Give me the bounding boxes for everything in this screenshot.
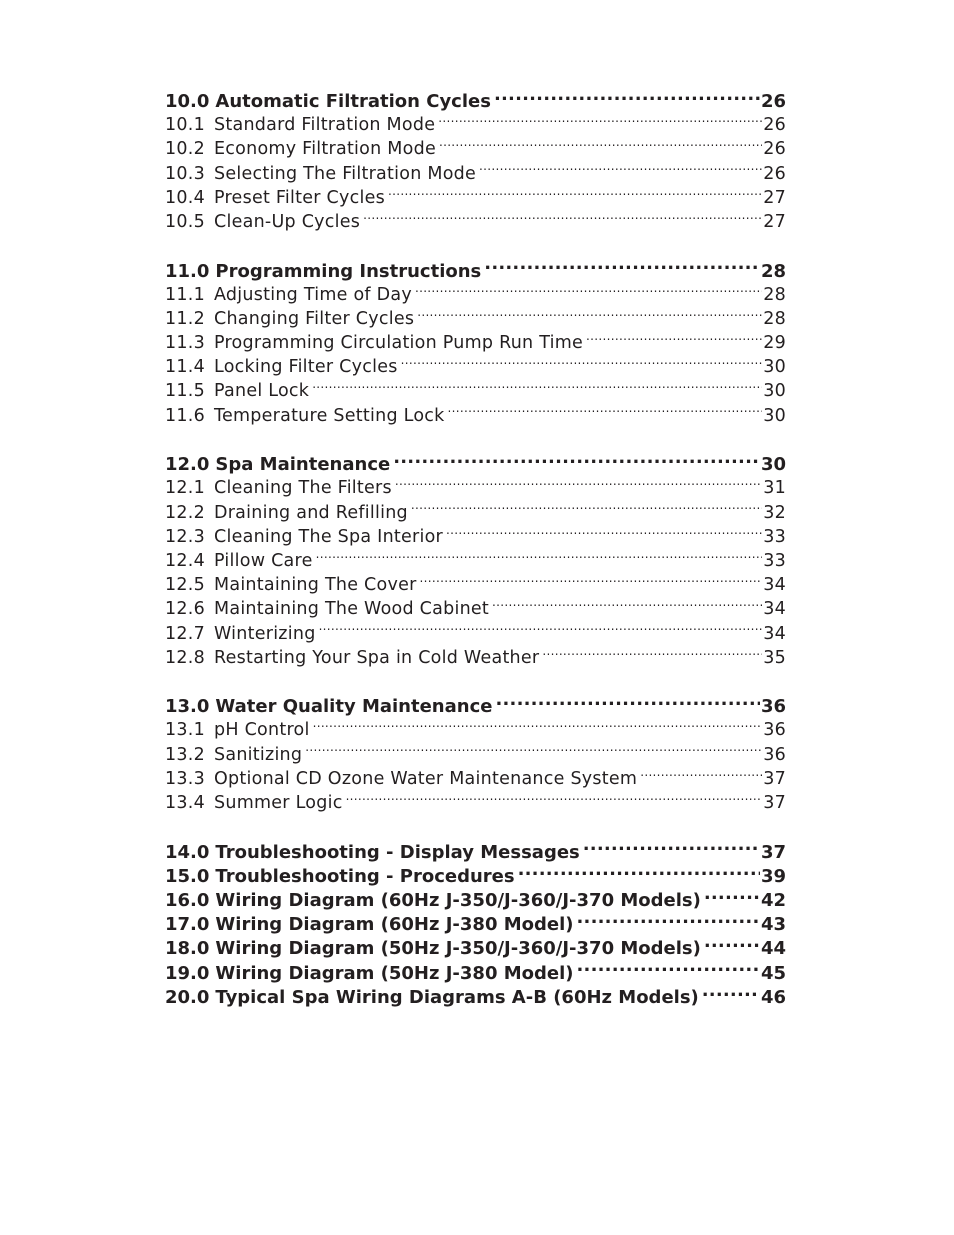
toc-entry[interactable]: [165, 476, 786, 500]
page-number: 26: [763, 163, 786, 184]
entry-title: Pillow Care: [214, 550, 313, 571]
entry-title: Adjusting Time of Day: [214, 284, 412, 305]
dot-leader: [586, 334, 762, 348]
section-number: 13.0: [165, 696, 210, 718]
entry-title: Locking Filter Cycles: [214, 357, 398, 378]
section-title: Wiring Diagram (60Hz J-380 Model): [215, 914, 574, 936]
page-number: 34: [763, 575, 786, 596]
toc-entry[interactable]: [165, 355, 786, 379]
entry-number: 12.6: [165, 599, 205, 620]
page-number: 36: [760, 696, 786, 718]
dot-leader: [495, 694, 759, 712]
entry-title: Cleaning The Spa Interior: [214, 526, 443, 547]
entry-title: Temperature Setting Lock: [214, 405, 445, 426]
section-title: Wiring Diagram (50Hz J-380 Model): [215, 962, 574, 984]
dot-leader: [494, 89, 760, 107]
entry-number: 13.1: [165, 720, 205, 741]
entry-title: Sanitizing: [214, 744, 303, 765]
toc-entry[interactable]: [165, 622, 786, 646]
dot-leader: [319, 625, 763, 639]
entry-title: Economy Filtration Mode: [214, 139, 436, 160]
entry-number: 12.8: [165, 647, 205, 668]
page-number: 26: [763, 115, 786, 136]
entry-number: 13.4: [165, 793, 205, 814]
entry-number: 13.2: [165, 744, 205, 765]
entry-title: Standard Filtration Mode: [214, 115, 436, 136]
section-number: 11.0: [165, 260, 210, 282]
page-number: 32: [763, 502, 786, 523]
page-number: 27: [763, 211, 786, 232]
page-number: 31: [763, 478, 786, 499]
toc-heading[interactable]: [165, 888, 786, 912]
entry-number: 11.5: [165, 381, 205, 402]
dot-leader: [363, 213, 762, 227]
page-number: 33: [763, 550, 786, 571]
toc-entry[interactable]: [165, 573, 786, 597]
toc-entry[interactable]: [165, 331, 786, 355]
toc-entry[interactable]: [165, 718, 786, 742]
entry-number: 12.5: [165, 575, 205, 596]
entry-number: 11.1: [165, 284, 205, 305]
table-of-contents: [165, 89, 786, 1009]
entry-number: 10.2: [165, 139, 205, 160]
entry-title: Optional CD Ozone Water Maintenance System: [214, 768, 638, 789]
page-number: 28: [763, 284, 786, 305]
toc-chapters: [165, 840, 786, 1009]
dot-leader: [305, 746, 762, 760]
dot-leader: [411, 504, 762, 518]
page-number: 44: [760, 938, 786, 960]
toc-heading[interactable]: [165, 840, 786, 864]
section-title: Troubleshooting - Display Messages: [215, 841, 580, 863]
dot-leader: [316, 552, 763, 566]
toc-heading[interactable]: [165, 89, 786, 113]
toc-entry[interactable]: [165, 525, 786, 549]
dot-leader: [704, 936, 760, 954]
section-number: 19.0: [165, 962, 210, 984]
entry-number: 12.3: [165, 526, 205, 547]
entry-number: 11.4: [165, 357, 205, 378]
entry-number: 10.3: [165, 163, 205, 184]
dot-leader: [401, 358, 763, 372]
entry-number: 10.4: [165, 187, 205, 208]
page-number: 35: [763, 647, 786, 668]
page-number: 30: [763, 405, 786, 426]
toc-heading[interactable]: [165, 259, 786, 283]
entry-number: 11.6: [165, 405, 205, 426]
page-number: 39: [760, 865, 786, 887]
toc-entry[interactable]: [165, 283, 786, 307]
page-number: 36: [763, 720, 786, 741]
dot-leader: [417, 310, 762, 324]
section-number: 17.0: [165, 914, 210, 936]
dot-leader: [415, 286, 762, 300]
page-number: 30: [763, 381, 786, 402]
entry-title: Summer Logic: [214, 793, 343, 814]
entry-number: 10.5: [165, 211, 205, 232]
toc-heading[interactable]: [165, 961, 786, 985]
page-number: 28: [763, 308, 786, 329]
toc-entry[interactable]: [165, 646, 786, 670]
toc-heading[interactable]: [165, 985, 786, 1009]
page-number: 45: [760, 962, 786, 984]
page-number: 37: [763, 793, 786, 814]
section-title: Wiring Diagram (60Hz J-350/J-360/J-370 Models): [215, 890, 701, 911]
entry-number: 12.4: [165, 550, 205, 571]
entry-title: Clean-Up Cycles: [214, 211, 361, 232]
entry-title: Winterizing: [214, 623, 316, 644]
section-number: 14.0: [165, 841, 210, 863]
entry-number: 12.7: [165, 623, 205, 644]
toc-heading[interactable]: [165, 864, 786, 888]
dot-leader: [448, 407, 763, 421]
page-number: 37: [760, 841, 786, 863]
section-number: 12.0: [165, 454, 210, 476]
section-number: 15.0: [165, 865, 210, 887]
entry-title: Panel Lock: [214, 381, 310, 402]
toc-section-13: [165, 694, 786, 815]
page-number: 33: [763, 526, 786, 547]
section-number: 20.0: [165, 986, 210, 1008]
toc-heading[interactable]: [165, 694, 786, 718]
dot-leader: [446, 528, 762, 542]
section-number: 16.0: [165, 890, 210, 911]
dot-leader: [479, 165, 762, 179]
toc-entry[interactable]: [165, 162, 786, 186]
page-number: 30: [763, 357, 786, 378]
toc-entry[interactable]: [165, 307, 786, 331]
dot-leader: [420, 576, 763, 590]
dot-leader: [577, 961, 760, 979]
entry-number: 11.2: [165, 308, 205, 329]
toc-entry[interactable]: [165, 597, 786, 621]
page-number: 29: [763, 333, 786, 354]
toc-entry[interactable]: [165, 501, 786, 525]
toc-entry[interactable]: [165, 113, 786, 137]
page-number: 46: [760, 986, 786, 1008]
dot-leader: [484, 259, 760, 277]
page-number: 30: [760, 454, 786, 476]
toc-section-11: [165, 259, 786, 428]
page-number: 36: [763, 744, 786, 765]
dot-leader: [439, 140, 762, 154]
dot-leader: [312, 382, 762, 396]
dot-leader: [346, 794, 763, 808]
entry-number: 12.2: [165, 502, 205, 523]
dot-leader: [388, 189, 762, 203]
section-number: 18.0: [165, 938, 210, 960]
entry-number: 13.3: [165, 768, 205, 789]
section-title: Troubleshooting - Procedures: [215, 865, 515, 887]
dot-leader: [542, 649, 762, 663]
toc-entry[interactable]: [165, 767, 786, 791]
entry-title: Selecting The Filtration Mode: [214, 163, 477, 184]
page-number: 34: [763, 623, 786, 644]
section-title: Spa Maintenance: [215, 454, 391, 476]
section-title: Wiring Diagram (50Hz J-350/J-360/J-370 Models): [215, 938, 701, 960]
toc-entry[interactable]: [165, 549, 786, 573]
page-number: 34: [763, 599, 786, 620]
dot-leader: [577, 912, 760, 930]
entry-number: 10.1: [165, 115, 205, 136]
toc-entry[interactable]: [165, 743, 786, 767]
page-number: 26: [760, 91, 786, 112]
toc-entry[interactable]: [165, 379, 786, 403]
page-number: 27: [763, 187, 786, 208]
section-title: Programming Instructions: [215, 260, 482, 282]
entry-title: Draining and Refilling: [214, 502, 408, 523]
entry-title: pH Control: [214, 720, 310, 741]
page-number: 42: [760, 890, 786, 911]
page-number: 26: [763, 139, 786, 160]
entry-title: Restarting Your Spa in Cold Weather: [214, 647, 540, 668]
entry-number: 12.1: [165, 478, 205, 499]
dot-leader: [702, 985, 760, 1003]
dot-leader: [438, 116, 762, 130]
toc-entry[interactable]: [165, 210, 786, 234]
entry-number: 11.3: [165, 333, 205, 354]
page-number: 37: [763, 768, 786, 789]
section-number: 10.0: [165, 91, 210, 112]
dot-leader: [518, 864, 760, 882]
toc-section-12: [165, 452, 786, 670]
section-title: Water Quality Maintenance: [215, 696, 493, 718]
dot-leader: [393, 452, 760, 470]
toc-entry[interactable]: [165, 404, 786, 428]
entry-title: Maintaining The Cover: [214, 575, 417, 596]
toc-entry[interactable]: [165, 186, 786, 210]
dot-leader: [313, 721, 763, 735]
toc-heading[interactable]: [165, 452, 786, 476]
entry-title: Cleaning The Filters: [214, 478, 392, 499]
entry-title: Maintaining The Wood Cabinet: [214, 599, 490, 620]
toc-heading[interactable]: [165, 936, 786, 960]
page-number: 43: [760, 914, 786, 936]
section-title: Automatic Filtration Cycles: [215, 91, 491, 112]
dot-leader: [640, 770, 762, 784]
section-title: Typical Spa Wiring Diagrams A-B (60Hz Models): [215, 986, 699, 1008]
entry-title: Preset Filter Cycles: [214, 187, 385, 208]
toc-entry[interactable]: [165, 137, 786, 161]
dot-leader: [395, 479, 762, 493]
toc-heading[interactable]: [165, 912, 786, 936]
entry-title: Programming Circulation Pump Run Time: [214, 333, 584, 354]
dot-leader: [704, 888, 760, 906]
dot-leader: [583, 840, 760, 858]
page-number: 28: [760, 260, 786, 282]
dot-leader: [492, 600, 762, 614]
entry-title: Changing Filter Cycles: [214, 308, 415, 329]
toc-section-10: [165, 89, 786, 234]
toc-entry[interactable]: [165, 791, 786, 815]
